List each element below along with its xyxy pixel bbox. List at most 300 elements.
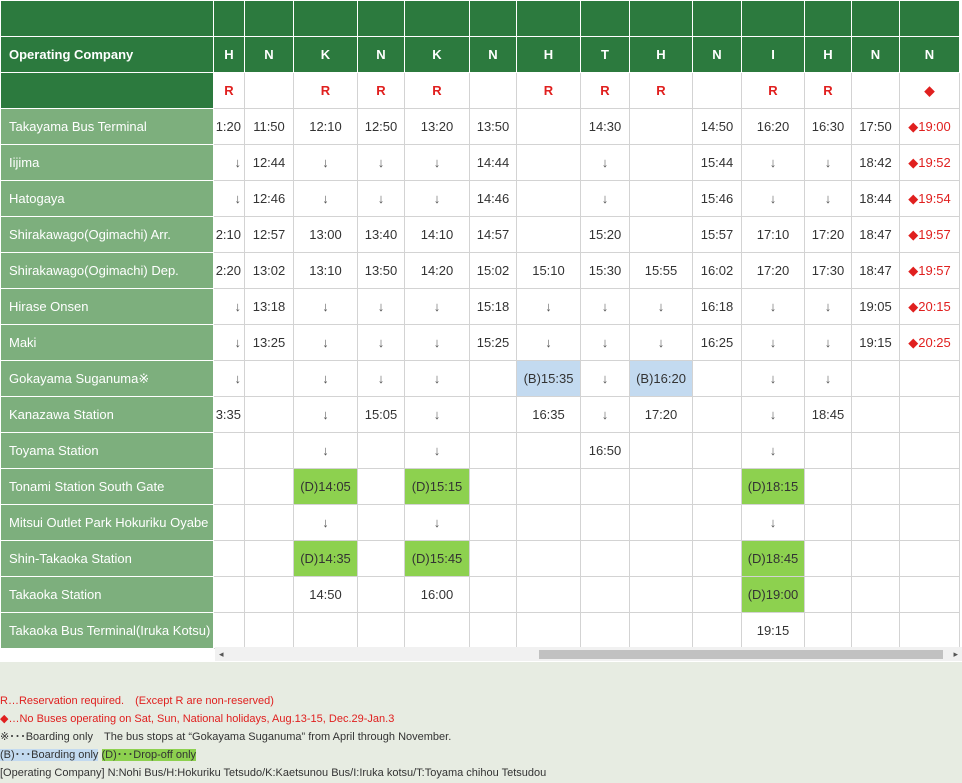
time-cell [470,397,517,433]
time-cell [852,613,900,649]
header-spacer-row [1,1,960,37]
time-cell: 19:15 [852,325,900,361]
time-cell [693,469,742,505]
company-code: K [405,37,470,73]
time-cell: 13:10 [294,253,358,289]
time-cell [358,433,405,469]
timetable-row [1,253,960,289]
time-cell [581,541,630,577]
time-cell [245,397,294,433]
time-cell [245,613,294,649]
stop-name: Toyama Station [1,433,214,469]
stop-name: Takayama Bus Terminal [1,109,214,145]
time-cell: 13:20 [405,109,470,145]
time-cell: 12:50 [358,109,405,145]
header-spacer-cell [405,1,470,37]
time-cell: ↓ [742,181,805,217]
time-cell [517,109,581,145]
time-cell: 12:46 [245,181,294,217]
timetable-row [1,613,960,649]
time-cell [852,577,900,613]
time-cell: ↓ [742,505,805,541]
time-cell [852,397,900,433]
header-spacer-cell [245,1,294,37]
time-cell: (D)15:45 [405,541,470,577]
time-cell: ↓ [805,361,852,397]
time-cell: ↓ [581,361,630,397]
time-cell [852,361,900,397]
horizontal-scrollbar[interactable] [215,647,962,661]
time-cell: 13:00 [294,217,358,253]
time-cell: 13:50 [358,253,405,289]
time-cell: ↓ [294,145,358,181]
company-code: N [900,37,960,73]
time-cell [900,613,960,649]
time-cell: ↓ [405,289,470,325]
time-cell [693,577,742,613]
time-cell [245,577,294,613]
time-cell [693,397,742,433]
reservation-row [1,73,960,109]
reservation-mark: R [405,73,470,109]
stop-name: Takaoka Station [1,577,214,613]
time-cell: ↓ [805,145,852,181]
time-cell [470,433,517,469]
timetable-row [1,181,960,217]
note-operating-company: [Operating Company] N:Nohi Bus/H:Hokuriku Tetsudo/K:Kaetsunou Bus/I:Iruka kotsu/T:Toyama chihou Tetsudou [0,767,547,779]
stop-name: Maki [1,325,214,361]
timetable-row [1,361,960,397]
time-cell: ◆19:57 [900,253,960,289]
time-cell [405,613,470,649]
time-cell [630,613,693,649]
time-cell [630,217,693,253]
time-cell: 14:30 [581,109,630,145]
reservation-mark [852,73,900,109]
time-cell: ↓ [405,181,470,217]
time-cell: ↓ [581,181,630,217]
time-cell: ↓ [405,145,470,181]
time-cell: 13:02 [245,253,294,289]
reservation-mark [693,73,742,109]
reservation-mark: R [581,73,630,109]
time-cell: 2:10 [214,217,245,253]
time-cell: 15:02 [470,253,517,289]
time-cell [630,505,693,541]
time-cell: ↓ [742,289,805,325]
time-cell: 15:30 [581,253,630,289]
time-cell [581,613,630,649]
time-cell: ↓ [358,289,405,325]
time-cell: 18:47 [852,253,900,289]
time-cell [245,469,294,505]
header-spacer-cell [693,1,742,37]
time-cell: 14:57 [470,217,517,253]
time-cell: ↓ [214,361,245,397]
reservation-mark: ◆ [900,73,960,109]
time-cell: ↓ [358,181,405,217]
timetable-row [1,217,960,253]
company-code: N [852,37,900,73]
note-legend [0,746,546,764]
time-cell: ↓ [581,289,630,325]
company-code: H [517,37,581,73]
time-cell [358,469,405,505]
time-cell: 14:44 [470,145,517,181]
legend-boarding-only: (B)･･･Boarding only [0,749,99,761]
stop-name: Gokayama Suganuma※ [1,361,214,397]
time-cell [805,613,852,649]
time-cell [805,505,852,541]
time-cell: ↓ [630,289,693,325]
time-cell [581,469,630,505]
time-cell [214,469,245,505]
company-code: I [742,37,805,73]
header-spacer-cell [852,1,900,37]
company-code: T [581,37,630,73]
time-cell: ↓ [294,433,358,469]
timetable-row [1,109,960,145]
note-boarding: ※･･･Boarding only The bus stops at “Gokayama Suganuma” from April through November. [0,731,452,743]
time-cell [805,469,852,505]
time-cell: (D)18:45 [742,541,805,577]
time-cell [900,541,960,577]
header-spacer-cell [742,1,805,37]
reservation-mark: R [358,73,405,109]
legend-dropoff-only: (D)･･･Drop-off only [101,749,197,761]
timetable-row [1,325,960,361]
time-cell [245,541,294,577]
time-cell [245,433,294,469]
time-cell [470,361,517,397]
header-spacer-cell [470,1,517,37]
time-cell [517,505,581,541]
time-cell: ↓ [294,505,358,541]
time-cell [630,109,693,145]
company-code: N [693,37,742,73]
time-cell [245,361,294,397]
time-cell: ↓ [294,325,358,361]
time-cell [245,505,294,541]
reservation-mark: R [630,73,693,109]
time-cell: 15:05 [358,397,405,433]
stop-name: Takaoka Bus Terminal(Iruka Kotsu) [1,613,214,649]
time-cell [517,433,581,469]
time-cell: 15:20 [581,217,630,253]
time-cell: (D)14:35 [294,541,358,577]
time-cell: ↓ [805,181,852,217]
timetable-row [1,541,960,577]
time-cell [358,541,405,577]
time-cell: ↓ [214,289,245,325]
time-cell: ↓ [214,181,245,217]
time-cell: 16:25 [693,325,742,361]
stop-name: Kanazawa Station [1,397,214,433]
company-code: K [294,37,358,73]
time-cell [517,181,581,217]
time-cell: 18:44 [852,181,900,217]
time-cell: ↓ [214,325,245,361]
time-cell: 14:46 [470,181,517,217]
time-cell: (D)19:00 [742,577,805,613]
time-cell: 13:18 [245,289,294,325]
header-spacer-cell [900,1,960,37]
time-cell [630,433,693,469]
time-cell: 3:35 [214,397,245,433]
header-spacer-cell [805,1,852,37]
time-cell [900,505,960,541]
time-cell: 15:44 [693,145,742,181]
time-cell [630,145,693,181]
time-cell: 17:10 [742,217,805,253]
note-no-buses: ◆…No Buses operating on Sat, Sun, National holidays, Aug.13-15, Dec.29-Jan.3 [0,713,395,725]
timetable-row [1,577,960,613]
time-cell: 19:15 [742,613,805,649]
time-cell [517,217,581,253]
reservation-mark: R [214,73,245,109]
time-cell: (D)15:15 [405,469,470,505]
time-cell [630,181,693,217]
time-cell [214,505,245,541]
time-cell: 18:47 [852,217,900,253]
time-cell: 15:25 [470,325,517,361]
time-cell: 15:57 [693,217,742,253]
time-cell [900,397,960,433]
time-cell: 17:50 [852,109,900,145]
time-cell: ◆20:25 [900,325,960,361]
time-cell [852,469,900,505]
time-cell: ↓ [805,289,852,325]
time-cell: 12:10 [294,109,358,145]
time-cell [630,577,693,613]
time-cell [852,433,900,469]
time-cell [900,577,960,613]
time-cell [214,541,245,577]
operating-company-label: Operating Company [1,37,214,73]
time-cell: 13:50 [470,109,517,145]
company-code: N [245,37,294,73]
timetable-row [1,505,960,541]
time-cell [517,577,581,613]
time-cell [470,541,517,577]
time-cell [214,613,245,649]
time-cell: ◆19:00 [900,109,960,145]
time-cell [581,505,630,541]
time-cell: 16:20 [742,109,805,145]
time-cell [900,469,960,505]
header-spacer-cell [517,1,581,37]
time-cell: 14:50 [294,577,358,613]
time-cell: 2:20 [214,253,245,289]
time-cell: 14:10 [405,217,470,253]
time-cell [470,505,517,541]
time-cell: 16:30 [805,109,852,145]
time-cell: 13:40 [358,217,405,253]
reservation-mark [470,73,517,109]
time-cell: ↓ [358,325,405,361]
time-cell: ↓ [405,325,470,361]
reservation-label-cell [1,73,214,109]
note-reservation: R…Reservation required. (Except R are non-reserved) [0,695,274,707]
time-cell: ↓ [294,361,358,397]
time-cell: 12:44 [245,145,294,181]
time-cell [517,145,581,181]
scrollbar-thumb[interactable] [539,650,943,659]
time-cell: (B)16:20 [630,361,693,397]
scroll-right-arrow-icon[interactable]: ▸ [953,649,958,659]
time-cell: ↓ [805,325,852,361]
time-cell: ↓ [742,145,805,181]
company-code: N [358,37,405,73]
time-cell: ↓ [405,361,470,397]
header-spacer-cell [1,1,214,37]
time-cell [630,541,693,577]
time-cell [358,577,405,613]
reservation-mark: R [742,73,805,109]
time-cell: 18:42 [852,145,900,181]
time-cell: ↓ [742,361,805,397]
time-cell [214,577,245,613]
time-cell: ↓ [294,181,358,217]
timetable-row [1,145,960,181]
time-cell: ↓ [742,325,805,361]
timetable-row [1,433,960,469]
stop-name: Shirakawago(Ogimachi) Dep. [1,253,214,289]
timetable-row [1,289,960,325]
header-spacer-cell [581,1,630,37]
time-cell [805,541,852,577]
time-cell [693,505,742,541]
time-cell [693,433,742,469]
time-cell [517,469,581,505]
stop-name: Hirase Onsen [1,289,214,325]
time-cell: ↓ [405,433,470,469]
time-cell: ↓ [405,505,470,541]
timetable-row [1,469,960,505]
time-cell: 15:18 [470,289,517,325]
time-cell: ↓ [214,145,245,181]
scroll-left-arrow-icon[interactable]: ◂ [219,649,224,659]
time-cell: ◆19:52 [900,145,960,181]
time-cell [358,505,405,541]
time-cell [900,433,960,469]
time-cell [805,577,852,613]
time-cell: 1:20 [214,109,245,145]
time-cell [470,613,517,649]
timetable-row [1,397,960,433]
time-cell: 12:57 [245,217,294,253]
stop-name: Hatogaya [1,181,214,217]
time-cell: ↓ [358,361,405,397]
time-cell: 11:50 [245,109,294,145]
time-cell: ↓ [742,433,805,469]
time-cell [470,577,517,613]
time-cell [581,577,630,613]
time-cell: ◆20:15 [900,289,960,325]
time-cell: 17:20 [630,397,693,433]
time-cell: ↓ [405,397,470,433]
time-cell: 14:20 [405,253,470,289]
time-cell: 15:46 [693,181,742,217]
time-cell [852,541,900,577]
reservation-mark [245,73,294,109]
time-cell [805,433,852,469]
company-code: N [470,37,517,73]
time-cell: 18:45 [805,397,852,433]
time-cell [693,361,742,397]
time-cell: ↓ [581,325,630,361]
time-cell: ↓ [581,397,630,433]
time-cell: 15:10 [517,253,581,289]
time-cell: 16:18 [693,289,742,325]
time-cell [630,469,693,505]
time-cell [294,613,358,649]
time-cell: 13:25 [245,325,294,361]
company-code: H [214,37,245,73]
header-spacer-cell [630,1,693,37]
time-cell: 17:30 [805,253,852,289]
stop-name: Mitsui Outlet Park Hokuriku Oyabe [1,505,214,541]
time-cell [900,361,960,397]
time-cell: ◆19:57 [900,217,960,253]
stop-name: Shin-Takaoka Station [1,541,214,577]
stop-name: Tonami Station South Gate [1,469,214,505]
time-cell: ↓ [517,289,581,325]
time-cell: ↓ [294,289,358,325]
time-cell: (B)15:35 [517,361,581,397]
time-cell: 16:02 [693,253,742,289]
company-row [1,37,960,73]
time-cell [693,541,742,577]
time-cell [214,433,245,469]
time-cell [517,541,581,577]
time-cell [517,613,581,649]
company-code: H [805,37,852,73]
time-cell: 14:50 [693,109,742,145]
time-cell: ↓ [294,397,358,433]
time-cell: 16:50 [581,433,630,469]
reservation-mark: R [805,73,852,109]
stop-name: Iijima [1,145,214,181]
header-spacer-cell [214,1,245,37]
time-cell [358,613,405,649]
time-cell: ↓ [517,325,581,361]
time-cell: 16:00 [405,577,470,613]
time-cell: 16:35 [517,397,581,433]
time-cell: (D)14:05 [294,469,358,505]
notes-section [0,692,546,782]
reservation-mark: R [517,73,581,109]
company-code: H [630,37,693,73]
time-cell: 15:55 [630,253,693,289]
header-spacer-cell [358,1,405,37]
time-cell: 19:05 [852,289,900,325]
time-cell [470,469,517,505]
time-cell: ↓ [581,145,630,181]
time-cell [852,505,900,541]
time-cell: ↓ [630,325,693,361]
time-cell: ◆19:54 [900,181,960,217]
reservation-mark: R [294,73,358,109]
time-cell: ↓ [742,397,805,433]
time-cell: 17:20 [805,217,852,253]
time-cell: (D)18:15 [742,469,805,505]
header-spacer-cell [294,1,358,37]
stop-name: Shirakawago(Ogimachi) Arr. [1,217,214,253]
time-cell: ↓ [358,145,405,181]
time-cell: 17:20 [742,253,805,289]
time-cell [693,613,742,649]
